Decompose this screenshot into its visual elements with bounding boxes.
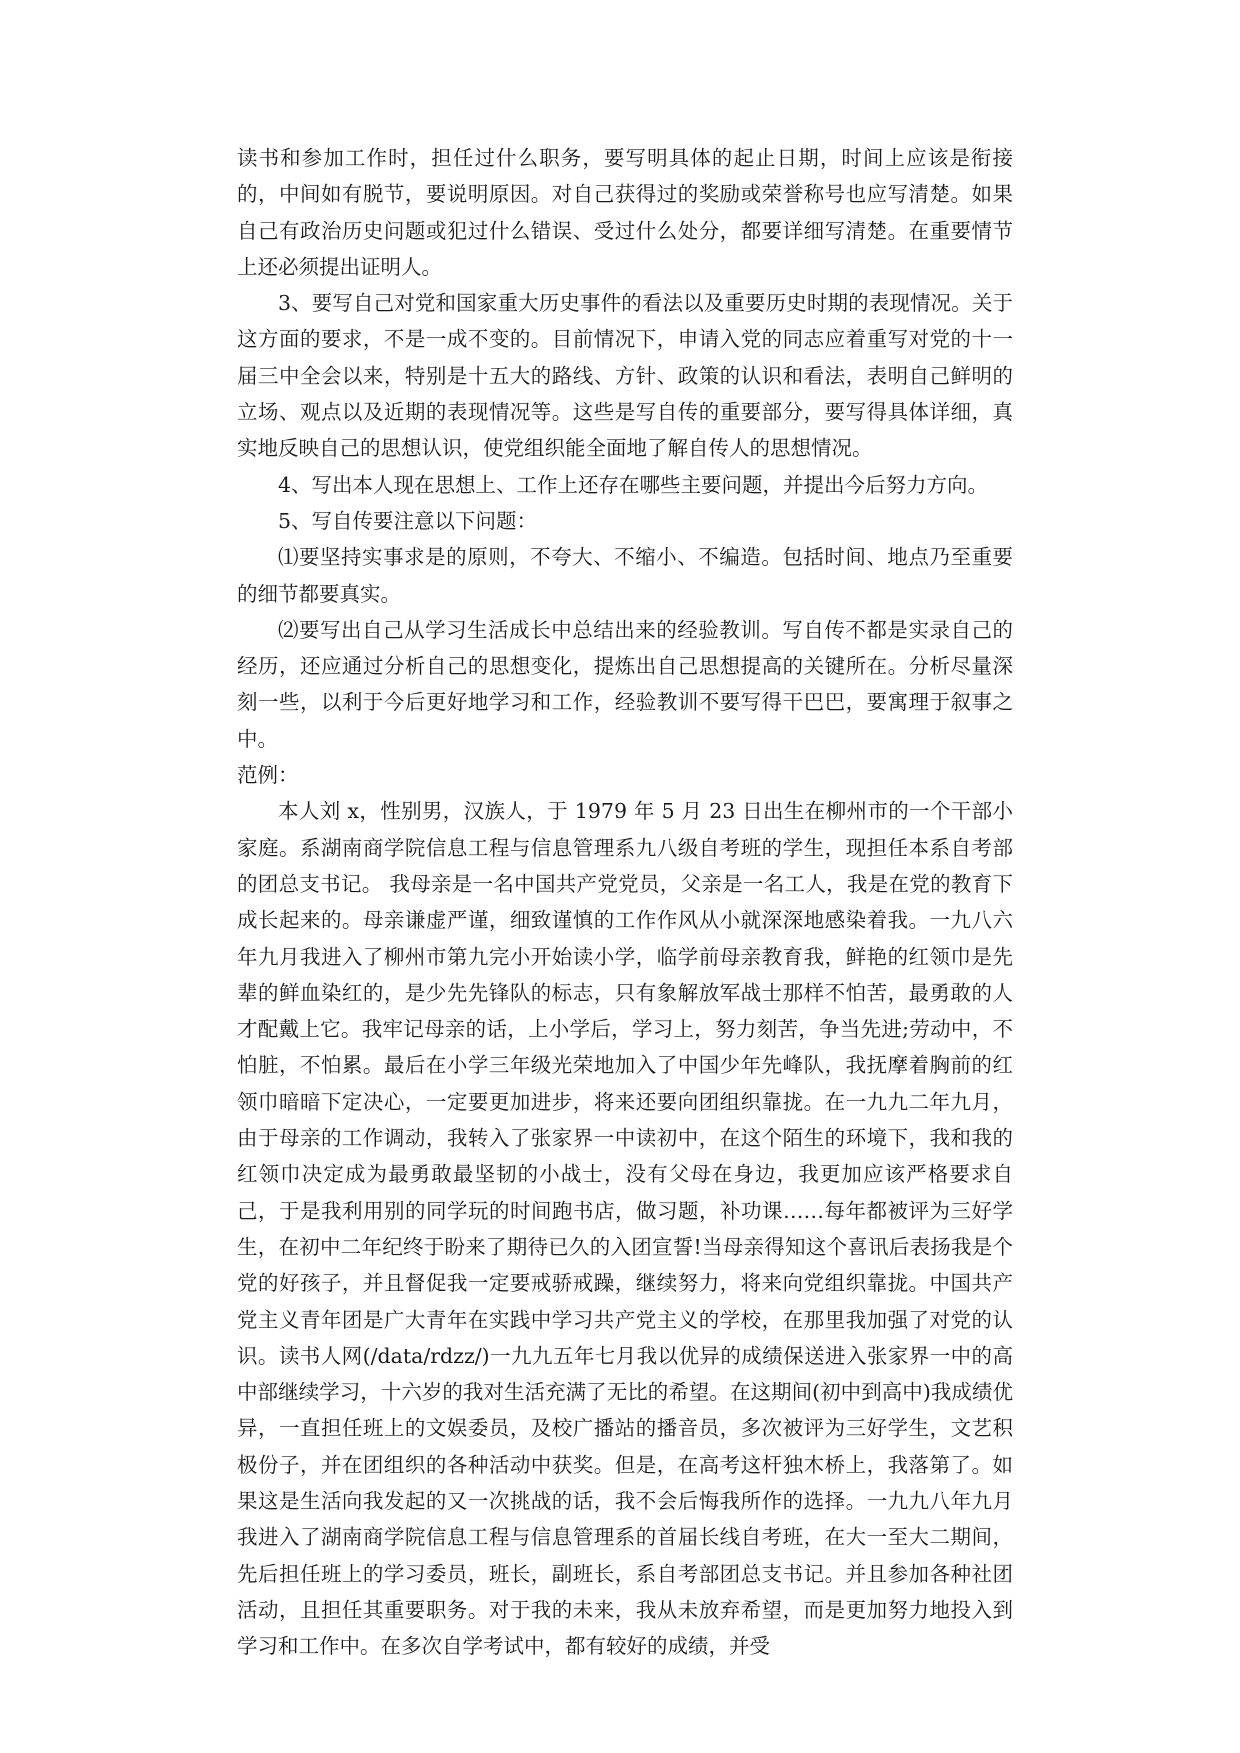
document-page — [237, 140, 1013, 1664]
paragraph-item-4: 4、写出本人现在思想上、工作上还存在哪些主要问题，并提出今后努力方向。 — [278, 472, 989, 497]
example-body-paragraph: 本人刘 x，性别男，汉族人，于 1979 年 5 月 23 日出生在柳州市的一个干部小家庭。系湖南商学院信息工程与信息管理系九八级自考班的学生，现担任本系自考部的团总支书记。 我母亲是一名中国共产党党员，父亲是一名工人，我是在党的教育下成长起来的。母亲谦虚严谨，细致谨慎的工作作风从小就深深地感染着我。一九八六年九月我进入了柳州市第九完小开始读小学，临学前母亲教育我，鲜艳的红领巾是先辈的鲜血染红的，是少先先锋队的标志，只有象解放军战士那样不怕苦，最勇敢的人才配戴上它。我牢记母亲的话，上小学后，学习上，努力刻苦，争当先进;劳动中，不怕脏，不怕累。最后在小学三年级光荣地加入了中国少年先峰队，我抚摩着胸前的红领巾暗暗下定决心，一定要更加进步，将来还要向团组织靠拢。在一九九二年九月，由于母亲的工作调动，我转入了张家界一中读初中，在这个陌生的环境下，我和我的红领巾决定成为最勇敢最坚韧的小战士，没有父母在身边，我更加应该严格要求自己，于是我利用别的同学玩的时间跑书店，做习题，补功课……每年都被评为三好学生，在初中二年纪终于盼来了期待已久的入团宣誓!当母亲得知这个喜讯后表扬我是个党的好孩子，并且督促我一定要戒骄戒躁，继续努力，将来向党组织靠拢。中国共产党主义青年团是广大青年在实践中学习共产党主义的学校，在那里我加强了对党的认识。读书人网(/data/rdzz/)一九九五年七月我以优异的成绩保送进入张家界一中的高中部继续学习，十六岁的我对生活充满了无比的希望。在这期间(初中到高中)我成绩优异，一直担任班上的文娱委员，及校广播站的播音员，多次被评为三好学生，文艺积极份子，并在团组织的各种活动中获奖。但是，在高考这杆独木桥上，我落第了。如果这是生活向我发起的又一次挑战的话，我不会后悔我所作的选择。一九九八年九月我进入了湖南商学院信息工程与信息管理系的首届长线自考班，在大一至大二期间，先后担任班上的学习委员，班长，副班长，系自考部团总支书记。并且参加各种社团活动，且担任其重要职务。对于我的未来，我从未放弃希望，而是更加努力地投入到学习和工作中。在多次自学考试中，都有较好的成绩，并受 — [237, 799, 1013, 1659]
paragraph-item-3: 3、要写自己对党和国家重大历史事件的看法以及重要历史时期的表现情况。关于这方面的要求，不是一成不变的。目前情况下，申请入党的同志应着重写对党的十一届三中全会以来，特别是十五大的路线、方针、政策的认识和看法，表明自己鲜明的立场、观点以及近期的表现情况等。这些是写自传的重要部分，要写得具体详细，真实地反映自己的思想认识，使党组织能全面地了解自传人的思想情况。 — [237, 291, 1013, 461]
paragraph-subitem-2: ⑵要写出自己从学习生活成长中总结出来的经验教训。写自传不都是实录自己的经历，还应通过分析自己的思想变化，提炼出自己思想提高的关键所在。分析尽量深刻一些，以利于今后更好地学习和工作，经验教训不要写得干巴巴，要寓理于叙事之中。 — [237, 617, 1013, 751]
paragraph-continuation: 读书和参加工作时，担任过什么职务，要写明具体的起止日期，时间上应该是衔接的，中间如有脱节，要说明原因。对自己获得过的奖励或荣誉称号也应写清楚。如果自己有政治历史问题或犯过什么错误、受过什么处分，都要详细写清楚。在重要情节上还必须提出证明人。 — [237, 146, 1013, 279]
paragraph-item-5: 5、写自传要注意以下问题： — [278, 508, 538, 533]
paragraph-subitem-1: ⑴要坚持实事求是的原则，不夸大、不缩小、不编造。包括时间、地点乃至重要的细节都要真实。 — [237, 545, 1013, 606]
example-heading: 范例： — [237, 763, 299, 788]
